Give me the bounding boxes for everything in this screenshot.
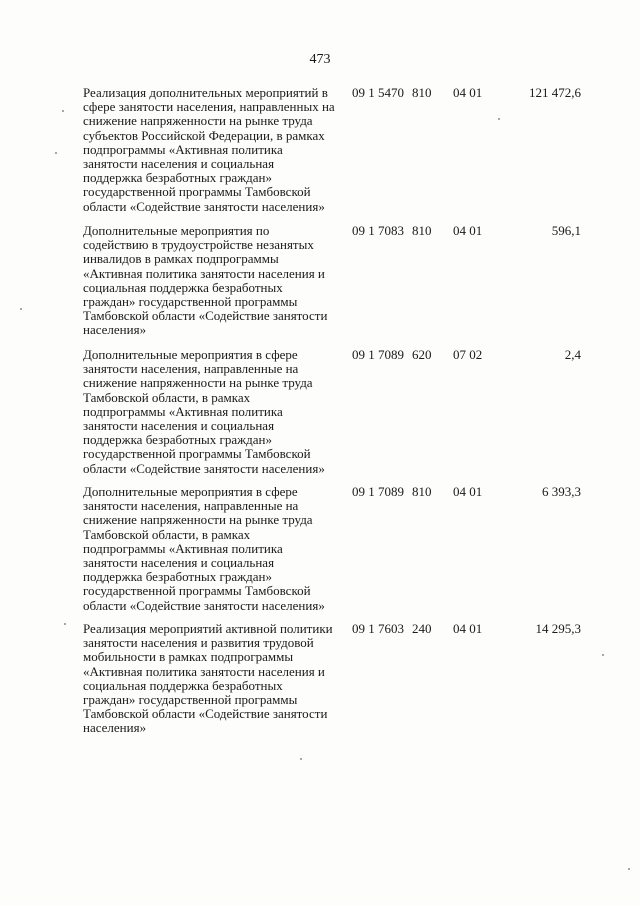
row-target-code: 09 1 7089 [352,347,404,362]
scan-speck [62,110,64,112]
row-section: 04 01 [453,621,483,636]
row-amount: 14 295,3 [535,621,581,636]
row-amount: 6 393,3 [542,484,581,499]
row-description: Дополнительные мероприятия в сфере занятости населения, направленные на снижение напряженности на рынке труда Тамбовской области, в рамках подпрограммы «Активная политика занятости населения и социальная поддержка безработных граждан» государственной программы Тамбовской области «Содействие занятости населения» [83,484,325,613]
row-amount: 2,4 [564,347,581,362]
row-expense-type: 620 [412,347,432,362]
scan-speck [628,868,630,870]
scan-speck [498,118,500,120]
row-section: 04 01 [453,223,483,238]
row-expense-type: 810 [412,484,432,499]
row-expense-type: 240 [412,621,432,636]
row-target-code: 09 1 7083 [352,223,404,238]
row-amount: 596,1 [551,223,581,238]
row-description: Реализация мероприятий активной политики занятости населения и развития трудовой мобильности в рамках подпрограммы «Активная политика занятости населения и социальная поддержка безработных граждан» государственной программы Тамбовской области «Содействие занятости населения» [83,621,333,736]
row-expense-type: 810 [412,85,432,100]
page-number: 473 [309,52,331,67]
row-description: Реализация дополнительных мероприятий в сфере занятости населения, направленных на снижение напряженности на рынке труда субъектов Российской Федерации, в рамках подпрограммы «Активная политика занятости населения и социальная поддержка безработных граждан» государственной программы Тамбовской области «Содействие занятости населения» [83,85,335,214]
row-expense-type: 810 [412,223,432,238]
scan-speck [300,758,302,760]
scan-speck [602,654,604,656]
row-target-code: 09 1 7603 [352,621,404,636]
row-target-code: 09 1 7089 [352,484,404,499]
row-amount: 121 472,6 [529,85,581,100]
row-section: 07 02 [453,347,483,362]
row-section: 04 01 [453,484,483,499]
row-description: Дополнительные мероприятия по содействию в трудоустройстве незанятых инвалидов в рамках подпрограммы «Активная политика занятости населения и социальная поддержка безработных граждан» государственной программы Тамбовской области «Содействие занятости населения» [83,223,328,338]
row-target-code: 09 1 5470 [352,85,404,100]
scan-speck [20,308,22,310]
row-section: 04 01 [453,85,483,100]
row-description: Дополнительные мероприятия в сфере занятости населения, направленные на снижение напряженности на рынке труда Тамбовской области, в рамках подпрограммы «Активная политика занятости населения и социальная поддержка безработных граждан» государственной программы Тамбовской области «Содействие занятости населения» [83,347,325,476]
scan-speck [55,152,57,154]
scan-speck [64,623,66,625]
